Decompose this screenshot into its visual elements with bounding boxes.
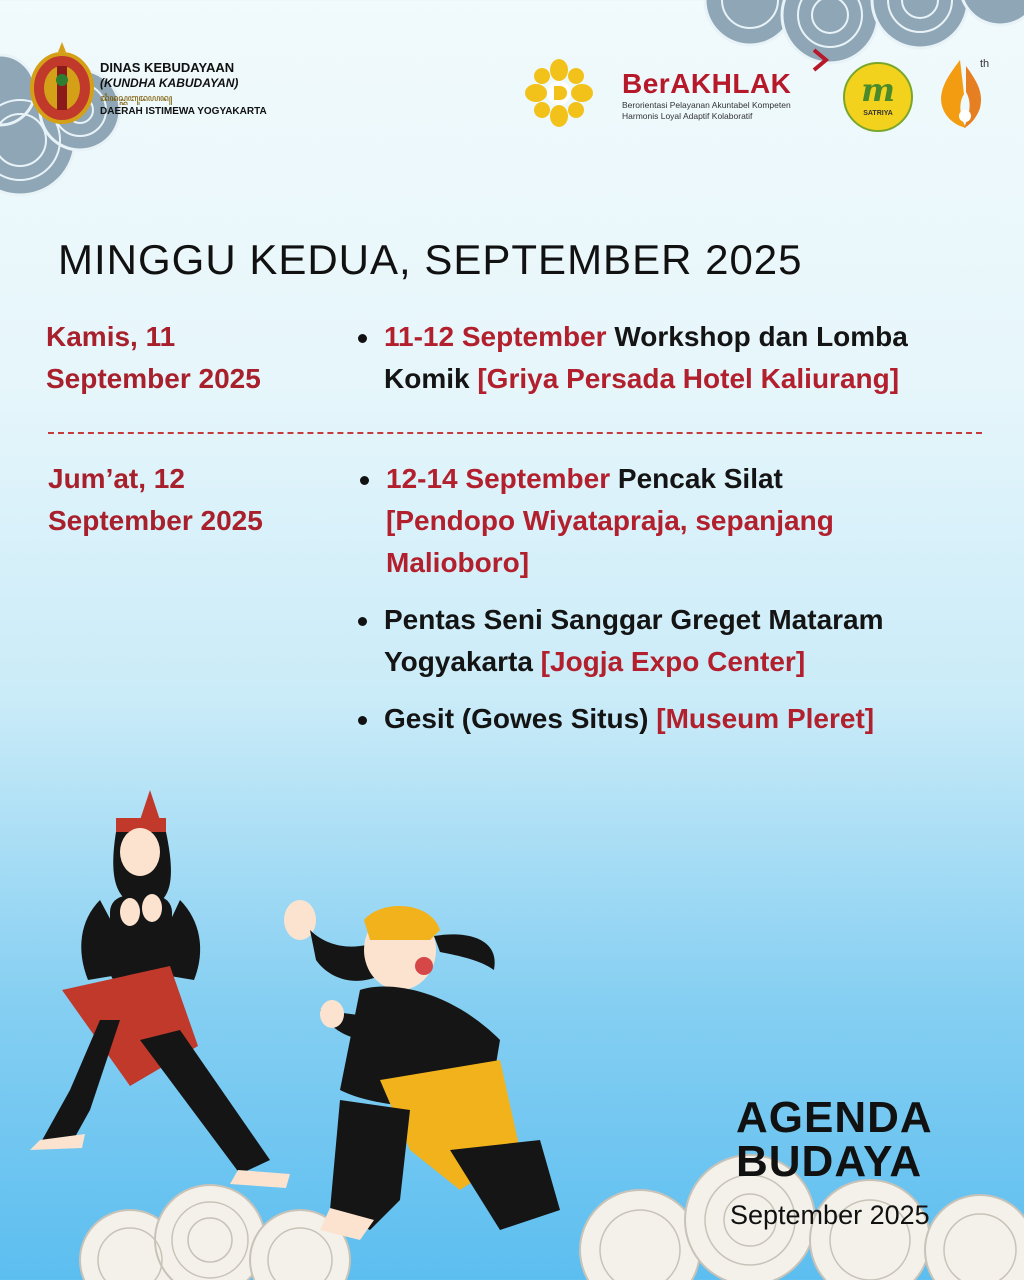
date-line2: September 2025 xyxy=(48,505,263,536)
schedule-date-1 xyxy=(46,316,326,400)
event-name: Pencak Silat xyxy=(610,463,783,494)
bullet-icon xyxy=(358,334,367,343)
agenda-subtitle: September 2025 xyxy=(730,1200,930,1230)
page-title: MINGGU KEDUA, SEPTEMBER 2025 xyxy=(58,236,803,283)
date-line2: September 2025 xyxy=(46,363,261,394)
dinas-emblem-logo xyxy=(26,40,98,126)
agenda-title xyxy=(736,1093,933,1186)
date-line1: Kamis, 11 xyxy=(46,321,176,352)
org-name-javanese: ꦢꦶꦤꦱ꧀ꦏꦧꦸꦢꦪꦤ꧀ xyxy=(100,93,173,103)
event-venue: [Jogja Expo Center] xyxy=(540,646,806,677)
silat-fighters-illustration xyxy=(30,790,630,1270)
event-workshop-komik xyxy=(384,316,984,400)
event-venue-line1: [Pendopo Wiyatapraja, sepanjang xyxy=(386,505,834,536)
date-line1: Jum’at, 12 xyxy=(48,463,185,494)
agenda-line2: BUDAYA xyxy=(736,1137,923,1186)
satriya-label: SATRIYA xyxy=(863,110,893,117)
event-venue: [Griya Persada Hotel Kaliurang] xyxy=(477,363,900,394)
berakhlak-logo xyxy=(622,68,822,122)
event-name-cont: Komik xyxy=(384,363,478,394)
anniversary-sup: th xyxy=(980,58,990,70)
event-name-line2: Yogyakarta xyxy=(384,646,541,677)
berakhlak-chevron-icon xyxy=(810,48,830,72)
fighter-right xyxy=(284,900,560,1240)
event-pentas-seni xyxy=(384,599,1004,683)
event-name: Workshop dan Lomba xyxy=(606,321,908,352)
org-name-line1: DINAS KEBUDAYAAN xyxy=(100,60,235,75)
event-name-line1: Pentas Seni Sanggar Greget Mataram xyxy=(384,604,884,635)
anniversary-logo xyxy=(930,56,1000,134)
bullet-icon xyxy=(358,716,367,725)
event-pencak-silat xyxy=(386,458,986,584)
bullet-icon xyxy=(358,617,367,626)
bullet-icon xyxy=(360,476,369,485)
berakhlak-title: BerAKHLAK xyxy=(622,68,792,99)
satriya-logo xyxy=(843,62,913,132)
berakhlak-tagline-1: Berorientasi Pelayanan Akuntabel Kompeten xyxy=(622,100,791,110)
dinas-org-name xyxy=(100,60,280,118)
event-gesit xyxy=(384,698,1004,740)
event-name: Gesit (Gowes Situs) xyxy=(384,703,657,734)
section-divider xyxy=(48,432,982,434)
flower-logo xyxy=(524,58,594,128)
satriya-m-icon: m xyxy=(861,71,895,109)
fighter-left xyxy=(30,790,290,1188)
event-date-range: 12-14 September xyxy=(386,463,611,494)
berakhlak-tagline-2: Harmonis Loyal Adaptif Kolaboratif xyxy=(622,111,753,121)
event-date-range: 11-12 September xyxy=(384,321,607,352)
org-name-line2: (KUNDHA KABUDAYAN) xyxy=(100,76,239,90)
org-name-line4: DAERAH ISTIMEWA YOGYAKARTA xyxy=(100,106,267,117)
event-venue: [Museum Pleret] xyxy=(656,703,875,734)
event-venue-line2: Malioboro] xyxy=(386,547,530,578)
schedule-date-2 xyxy=(48,458,328,542)
agenda-line1: AGENDA xyxy=(736,1093,933,1142)
